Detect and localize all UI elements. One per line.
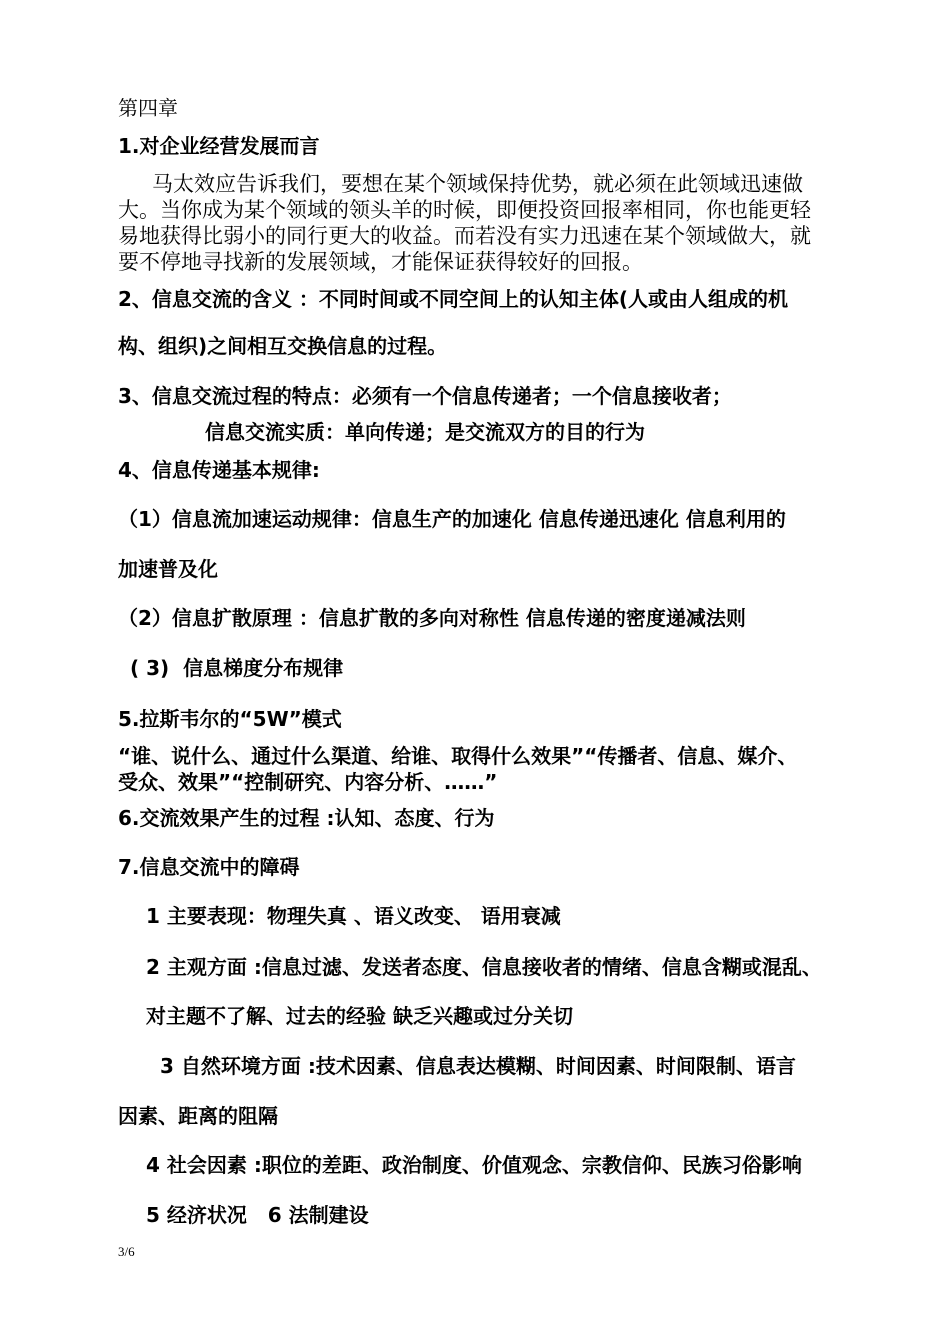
section-7-item: 4 社会因素 :职位的差距、政治制度、价值观念、宗教信仰、民族习俗影响 — [146, 1153, 802, 1177]
section-5-title: 5.拉斯韦尔的“5W”模式 — [118, 707, 342, 731]
section-6-line: 6.交流效果产生的过程 :认知、态度、行为 — [118, 806, 495, 830]
chapter-heading: 第四章 — [118, 96, 178, 120]
section-5-line: 受众、效果”“控制研究、内容分析、……” — [118, 770, 498, 794]
paragraph-line: 易地获得比弱小的同行更大的收益。而若没有实力迅速在某个领域做大，就 — [118, 224, 811, 248]
page-number: 3/6 — [118, 1244, 135, 1259]
section-7-item: 3 自然环境方面 :技术因素、信息表达模糊、时间因素、时间限制、语言 — [160, 1054, 796, 1078]
section-7-item: 因素、距离的阻隔 — [118, 1104, 278, 1128]
section-4-title: 4、信息传递基本规律: — [118, 458, 320, 482]
section-4-item: （2）信息扩散原理 ：信息扩散的多向对称性 信息传递的密度递减法则 — [118, 606, 746, 630]
paragraph-line: 要不停地寻找新的发展领域，才能保证获得较好的回报。 — [118, 250, 643, 274]
paragraph-line: 大。当你成为某个领域的领头羊的时候，即便投资回报率相同，你也能更轻 — [118, 198, 811, 222]
section-4-item: ( 3) 信息梯度分布规律 — [130, 656, 344, 680]
section-3-line: 信息交流实质：单向传递；是交流双方的目的行为 — [205, 420, 645, 444]
section-7-title: 7.信息交流中的障碍 — [118, 855, 300, 879]
section-3-line: 3、信息交流过程的特点：必须有一个信息传递者；一个信息接收者； — [118, 384, 732, 408]
section-7-item: 对主题不了解、过去的经验 缺乏兴趣或过分关切 — [146, 1004, 573, 1028]
paragraph-line: 马太效应告诉我们，要想在某个领域保持优势，就必须在此领域迅速做 — [152, 172, 803, 196]
section-5-line: “谁、说什么、通过什么渠道、给谁、取得什么效果”“传播者、信息、媒介、 — [118, 744, 798, 768]
section-7-item: 1 主要表现：物理失真 、语义改变、 语用衰减 — [146, 904, 561, 928]
section-2-line: 2、信息交流的含义 ：不同时间或不同空间上的认知主体(人或由人组成的机 — [118, 287, 789, 311]
section-7-item: 2 主观方面 :信息过滤、发送者态度、信息接收者的情绪、信息含糊或混乱、 — [146, 955, 822, 979]
section-2-line: 构、组织)之间相互交换信息的过程。 — [118, 334, 448, 358]
section-1-title: 1.对企业经营发展而言 — [118, 134, 320, 158]
section-4-item: 加速普及化 — [118, 557, 218, 581]
section-4-item: （1）信息流加速运动规律：信息生产的加速化 信息传递迅速化 信息利用的 — [118, 507, 786, 531]
section-7-item: 5 经济状况 6 法制建设 — [146, 1203, 369, 1227]
